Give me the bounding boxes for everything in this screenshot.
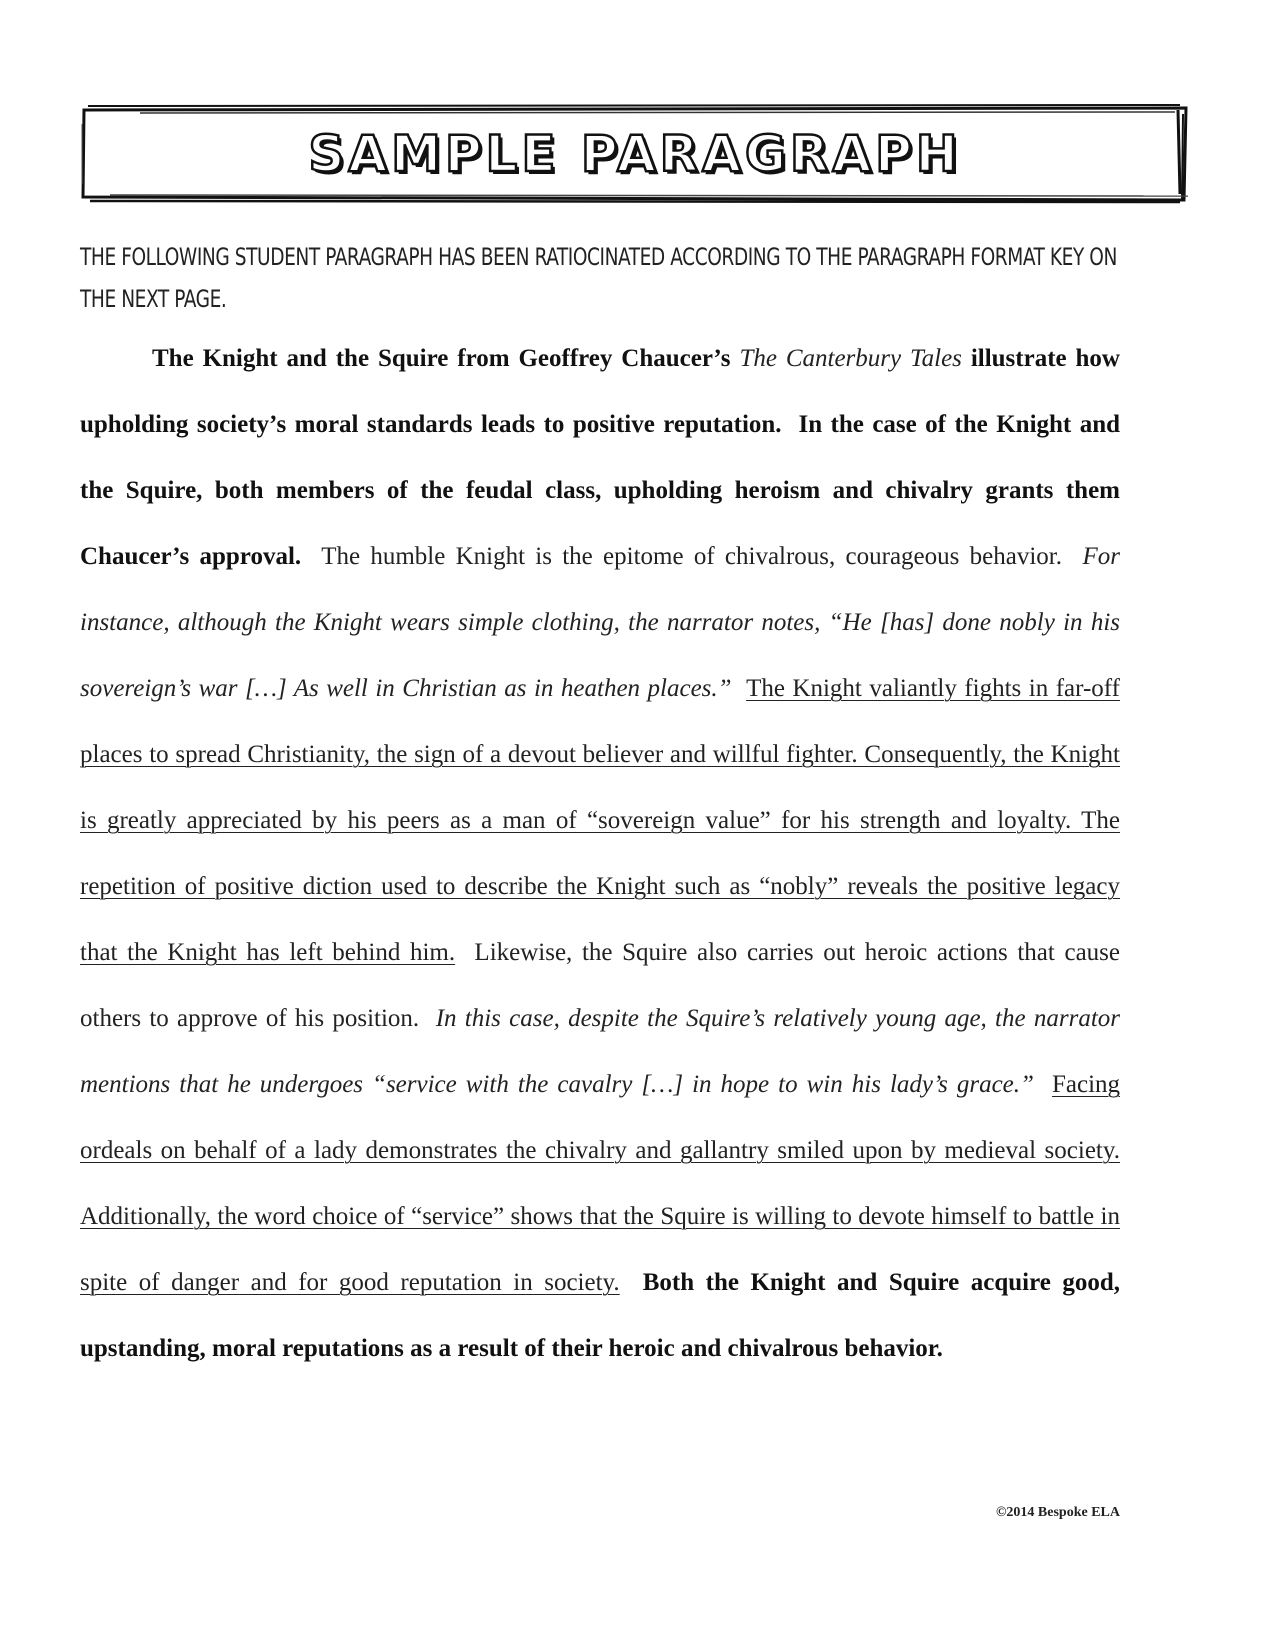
work-title: The Canterbury Tales: [739, 345, 962, 372]
claim-sentence-2: Likewise, the Squire also carries out heroic actions that cause others to approve of his position.: [80, 939, 1120, 1032]
intro-text: THE FOLLOWING STUDENT PARAGRAPH HAS BEEN RATIOCINATED ACCORDING TO THE PARAGRAPH FORMAT KEY ON THE NEXT PAGE.: [80, 243, 1117, 313]
evidence-sentence-1: For instance, although the Knight wears simple clothing, the narrator notes, “He [has] done nobly in his sovereign’s war […] As well in Christian as in heathen places.”: [80, 543, 1120, 702]
copyright-notice: ©2014 Bespoke ELA: [995, 1505, 1120, 1520]
concluding-sentence: Both the Knight and Squire acquire good, upstanding, moral reputations as a result of their heroic and chivalrous behavior.: [80, 1269, 1120, 1362]
topic-sentence-part-2: illustrate how upholding society’s moral standards leads to positive reputation.: [80, 345, 1120, 438]
commentary-block-1: The Knight valiantly fights in far-off places to spread Christianity, the sign of a devout believer and willful fighter. Consequently, the Knight is greatly appreciated by his peers as a man of “sovereign value” for his strength and loyalty. The repetition of positive diction used to describe the Knight such as “nobly” reveals the positive legacy that the Knight has left behind him.: [80, 675, 1120, 966]
commentary-block-2: Facing ordeals on behalf of a lady demonstrates the chivalry and gallantry smiled upon by medieval society. Additionally, the word choice of “service” shows that the Squire is willing to devote himself to battle in spite of danger and for good reputation in society.: [80, 1071, 1121, 1296]
thesis-sentence: In the case of the Knight and the Squire, both members of the feudal class, upholding heroism and chivalry grants them Chaucer’s approval.: [80, 411, 1121, 570]
page-title: SAMPLE PARAGRAPH: [308, 125, 962, 183]
title-banner: [80, 104, 1190, 204]
sample-paragraph: [80, 326, 1120, 1382]
topic-sentence-part-1: The Knight and the Squire from Geoffrey Chaucer’s: [152, 345, 731, 372]
claim-sentence-1: The humble Knight is the epitome of chivalrous, courageous behavior.: [321, 543, 1062, 570]
evidence-sentence-2: In this case, despite the Squire’s relatively young age, the narrator mentions that he undergoes “service with the cavalry […] in hope to win his lady’s grace.”: [80, 1005, 1120, 1098]
